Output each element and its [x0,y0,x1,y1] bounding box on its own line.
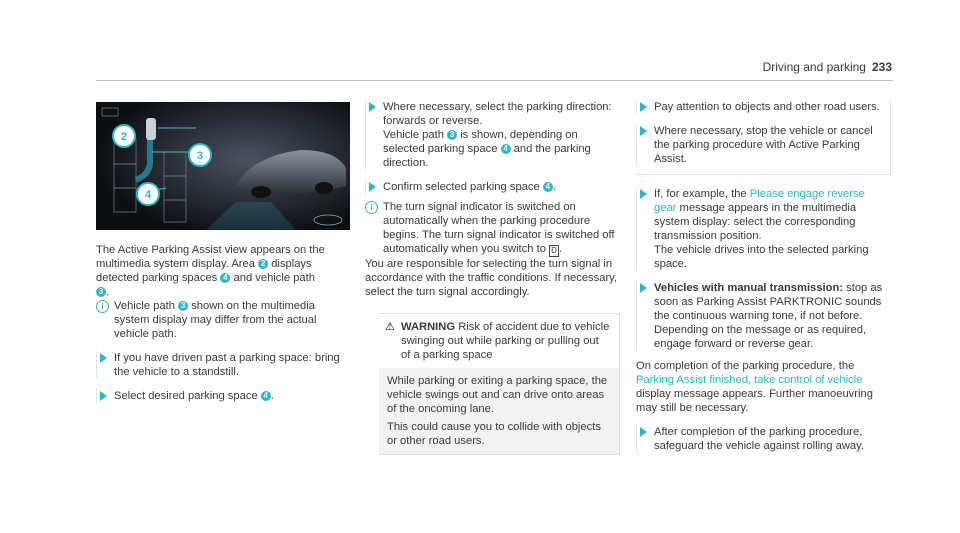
step-arrow-icon [640,283,647,293]
warning-box: ⚠ WARNING Risk of accident due to vehicle swinging out while parking or pulling out of a parking space While parking or exiting a parking space, the vehicle swings out and can drive onto areas of the oncoming lane. This could cause you to collide with objects or other road users. [379,313,620,455]
paragraph: On completion of the parking procedure, the Parking Assist finished, take control of vehicle display message appears. Further manoeuvring may still be necessary. [636,360,873,414]
step-item: If you have driven past a parking space: bring the vehicle to a standstill. [96,351,350,379]
step-arrow-icon [640,126,647,136]
column-1 [96,243,350,403]
ref-4: 4 [220,273,230,283]
step-arrow-icon [640,427,647,437]
display-message: Parking Assist finished, take control of vehicle [636,374,863,386]
step-item: Vehicles with manual transmission: stop as soon as Parking Assist PARKTRONIC sounds the continuous warning tone, if not before. Depending on the message or as required, engage forward or reverse gear. [636,281,890,351]
page-header [763,60,892,74]
step-arrow-icon [640,102,647,112]
gear-d-icon: D [549,245,559,257]
step-item: Select desired parking space 4 . [96,389,350,403]
callout-4: 4 [144,189,152,201]
ref-2: 2 [258,259,268,269]
warning-title: WARNING [401,321,456,333]
column-2 [365,100,619,455]
header-rule [96,80,893,81]
step-arrow-icon [369,182,376,192]
step-arrow-icon [369,102,376,112]
step-item: Pay attention to objects and other road users. [636,100,890,114]
callout-2: 2 [120,131,128,143]
step-item: If, for example, the Please engage reverse gear message appears in the multimedia system display: select the corresponding transmission position. The vehicle drives into the selected parking space. [636,187,890,271]
column-3 [636,100,890,453]
step-arrow-icon [640,189,647,199]
caption: The Active Parking Assist view appears on the multimedia system display. Area 2 displays detected parking spaces 4 and vehicle path 3 . [96,244,325,298]
paragraph: You are responsible for selecting the turn signal in accordance with the traffic conditions. If necessary, select the turn signal accordingly. [365,258,618,298]
display-message: Please engage reverse gear [654,188,865,214]
parking-assist-display-icon [96,102,350,230]
page-number: 233 [871,60,892,74]
ref-3: 3 [96,287,106,297]
continued-box [636,100,891,175]
step-arrow-icon [100,353,107,363]
step-item: Where necessary, stop the vehicle or cancel the parking procedure with Active Parking Assist. [636,124,890,166]
info-icon: i [96,300,109,313]
section-title: Driving and parking [762,60,866,74]
info-icon: i [365,201,378,214]
parking-assist-illustration [96,102,350,230]
info-note: i Vehicle path 3 shown on the multimedia system display may differ from the actual vehicle path. [96,299,350,341]
step-arrow-icon [100,391,107,401]
callout-3: 3 [196,150,204,162]
step-item: Where necessary, select the parking direction: forwards or reverse. Vehicle path 3 is shown, depending on selected parking space 4 and the parking direction. [365,100,619,170]
step-item: Confirm selected parking space 4 . [365,180,619,194]
info-note: i The turn signal indicator is switched on automatically when the parking procedure begins. The turn signal indicator is switched off automatically when you switch to D . [365,200,619,257]
warning-triangle-icon: ⚠ [385,321,395,333]
step-item: After completion of the parking procedure, safeguard the vehicle against rolling away. [636,425,890,453]
